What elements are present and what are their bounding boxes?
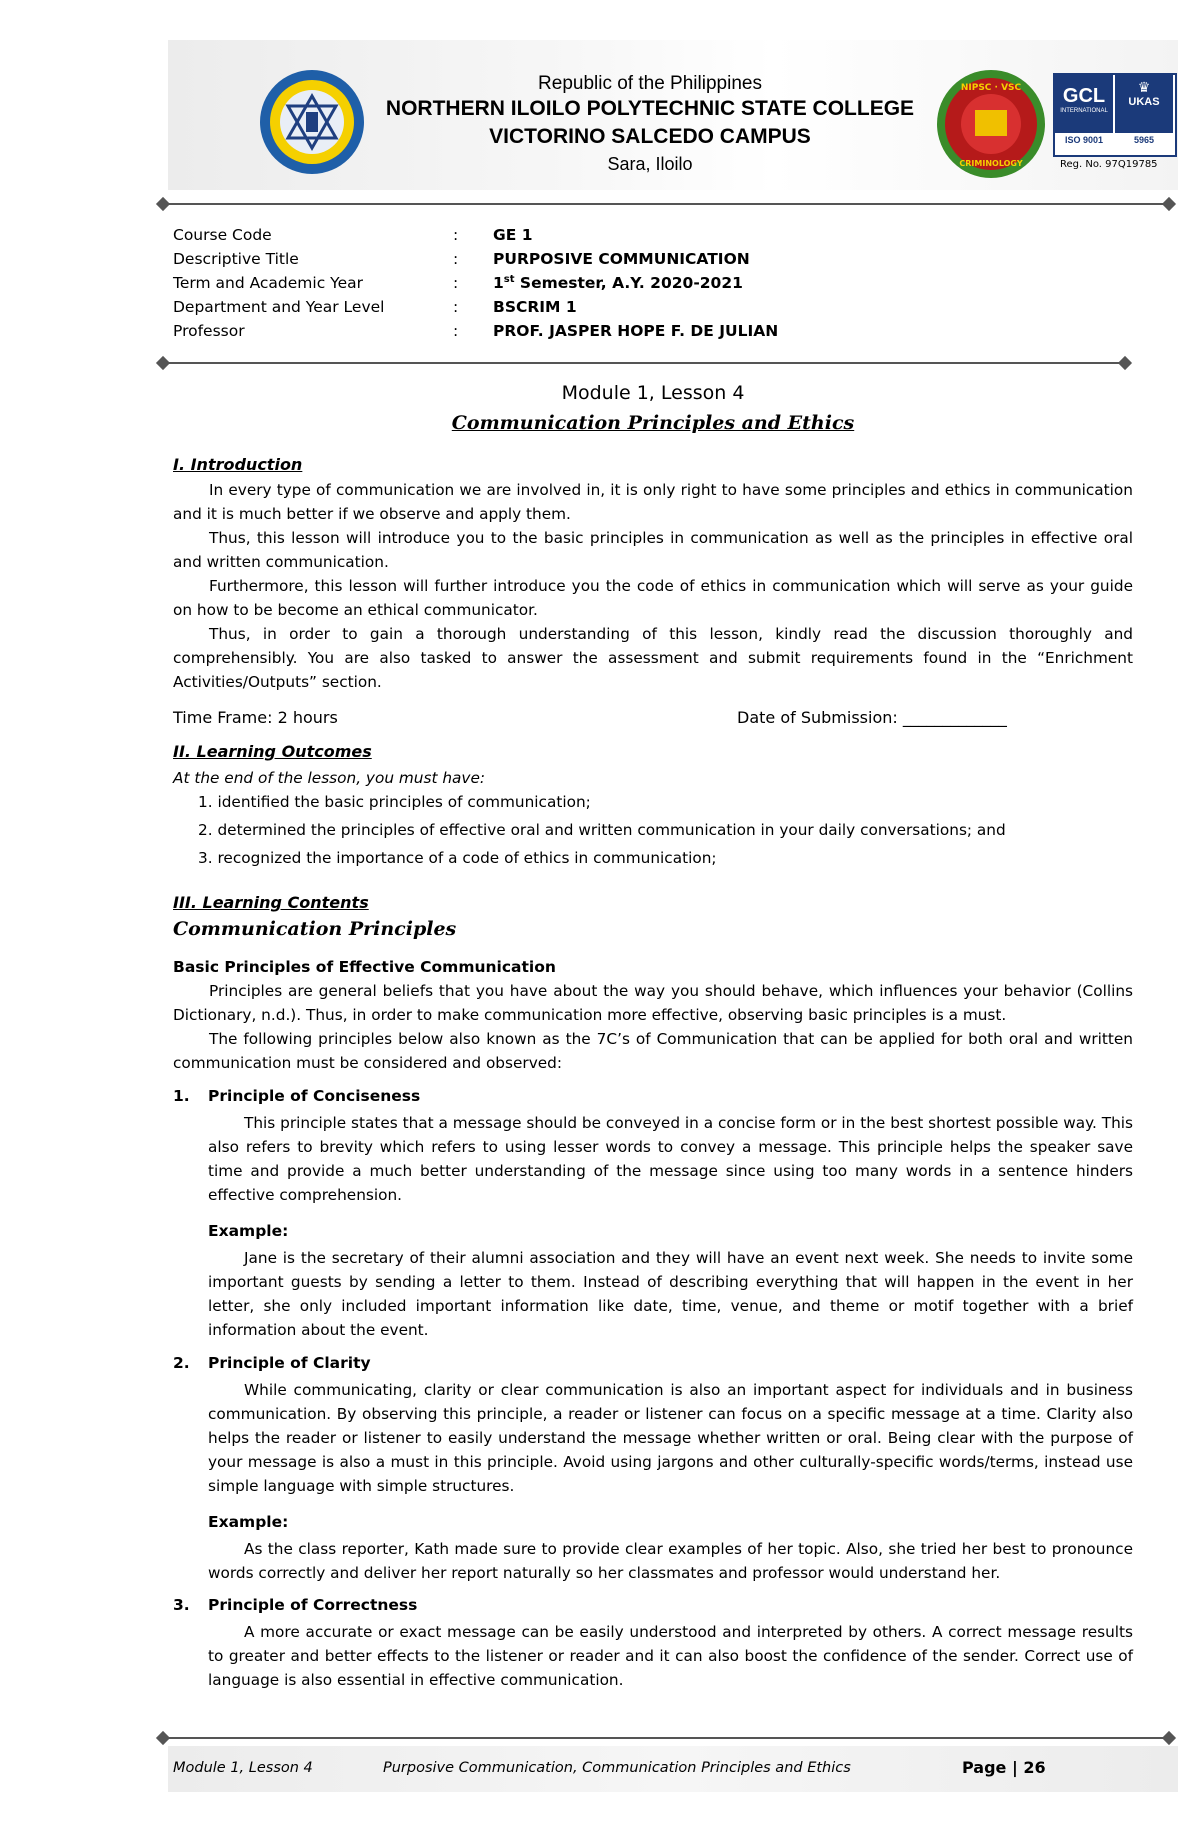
ukas-logo: ♛ UKAS <box>1115 75 1173 133</box>
iso-label: ISO 9001 <box>1064 135 1104 145</box>
module-subtitle: Communication Principles and Ethics <box>451 412 855 434</box>
introduction-heading: I. Introduction <box>173 455 303 474</box>
principle-number: 2. <box>173 1354 190 1372</box>
module-title: Module 1, Lesson 4 <box>561 382 745 404</box>
outcomes-lead: At the end of the lesson, you must have: <box>173 769 486 787</box>
iso-certification-badge <box>1053 73 1177 157</box>
intro-paragraph: In every type of communication we are involved in, it is only right to have some principles and ethics in communication and it is much better if we observe and apply them. <box>173 481 1133 523</box>
rule-right-diamond <box>1118 356 1132 370</box>
learning-outcomes-heading: II. Learning Outcomes <box>173 742 372 761</box>
header-location: Sara, Iloilo <box>607 154 693 174</box>
principle-number: 3. <box>173 1596 190 1614</box>
principle-title: Principle of Clarity <box>208 1354 371 1372</box>
seal-bottom-text: CRIMINOLOGY <box>959 159 1023 168</box>
gcl-logo: GCL INTERNATIONAL <box>1055 75 1113 133</box>
info-divider <box>166 362 1126 364</box>
footer-divider <box>166 1737 1169 1739</box>
date-of-submission: Date of Submission: _____________ <box>737 708 1007 727</box>
outcome-item: 1. identified the basic principles of communication; <box>198 793 591 811</box>
footer-lesson: Module 1, Lesson 4 <box>173 1760 313 1776</box>
principle-example: As the class reporter, Kath made sure to provide clear examples of her topic. Also, she tried her best to pronounce words correctly and deliver her report naturally so her classmates and professor would understand her. <box>208 1540 1133 1582</box>
communication-principles-heading: Communication Principles <box>173 918 457 940</box>
basic-principles-subheading: Basic Principles of Effective Communication <box>173 958 556 976</box>
time-frame: Time Frame: 2 hours <box>173 708 338 727</box>
footer-course-title: Purposive Communication, Communication Principles and Ethics <box>383 1760 851 1776</box>
principle-text: While communicating, clarity or clear communication is also an important aspect for individuals and in business communication. By observing this principle, a reader or listener can focus on a specific message at a time. Clarity also helps the reader or listener to easily understand the message whether written or oral. Being clear with the purpose of your message is also a must in this principle. Avoid using jargons and other culturally-specific words/terms, instead use simple language with simple structures. <box>208 1381 1133 1495</box>
criminology-seal-logo <box>935 68 1047 180</box>
intro-paragraph: Thus, this lesson will introduce you to the basic principles in communication as well as the principles in effective oral and written communication. <box>173 529 1133 571</box>
outcome-item: 2. determined the principles of effective oral and written communication in your daily conversations; and <box>198 821 1006 839</box>
contents-paragraph: The following principles below also known as the 7C’s of Communication that can be applied for both oral and written communication must be considered and observed: <box>173 1030 1133 1072</box>
registration-number: Reg. No. 97Q19785 <box>1060 159 1158 170</box>
header-college-name: NORTHERN ILOILO POLYTECHNIC STATE COLLEGE <box>385 97 915 120</box>
header-divider <box>166 203 1169 205</box>
rule-right-diamond <box>1162 1731 1176 1745</box>
intro-paragraph: Thus, in order to gain a thorough understanding of this lesson, kindly read the discussion thoroughly and comprehensibly. You are also tasked to answer the assessment and submit requirements found in the “Enrichment Activities/Outputs” section. <box>173 625 1133 691</box>
contents-paragraph: Principles are general beliefs that you have about the way you should behave, which influences your behavior (Collins Dictionary, n.d.). Thus, in order to make communication more effective, observing basic principles is a must. <box>173 982 1133 1024</box>
rule-right-diamond <box>1162 197 1176 211</box>
principle-example: Jane is the secretary of their alumni association and they will have an event next week. She needs to invite some important guests by sending a letter to them. Instead of describing everything that will happen in the event in her letter, she only included important information like date, time, venue, and theme or motif together with a brief information about the event. <box>208 1249 1133 1339</box>
seal-top-text: NIPSC · VSC <box>960 83 1022 93</box>
cert-number: 5965 <box>1133 135 1155 145</box>
header-campus-name: VICTORINO SALCEDO CAMPUS <box>489 125 811 148</box>
example-label: Example: <box>208 1513 289 1531</box>
outcome-item: 3. recognized the importance of a code of ethics in communication; <box>198 849 717 867</box>
learning-contents-heading: III. Learning Contents <box>173 893 369 912</box>
page-number: Page | 26 <box>962 1758 1046 1777</box>
principle-text: This principle states that a message should be conveyed in a concise form or in the best shortest possible way. This also refers to brevity which refers to using lesser words to convey a message. This principle helps the speaker save time and provide a much better understanding of the message since using too many words in a sentence hinders effective comprehension. <box>208 1114 1133 1204</box>
principle-text: A more accurate or exact message can be easily understood and interpreted by others. A correct message results to greater and better effects to the listener or reader and it can also boost the confidence of the sender. Correct use of language is also essential in effective communication. <box>208 1623 1133 1689</box>
header-republic: Republic of the Philippines <box>538 73 762 94</box>
principle-title: Principle of Correctness <box>208 1596 418 1614</box>
example-label: Example: <box>208 1222 289 1240</box>
principle-title: Principle of Conciseness <box>208 1087 421 1105</box>
intro-paragraph: Furthermore, this lesson will further introduce you the code of ethics in communication which will serve as your guide on how to be become an ethical communicator. <box>173 577 1133 619</box>
principle-number: 1. <box>173 1087 190 1105</box>
term-value: 1st Semester, A.Y. 2020-2021 <box>493 274 743 293</box>
